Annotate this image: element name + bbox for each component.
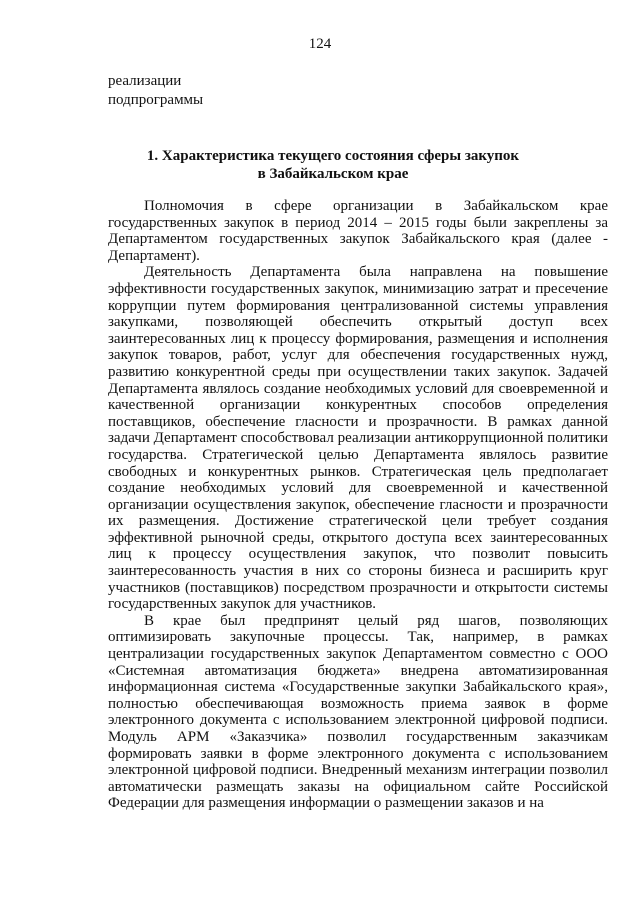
section-title-line: 1. Характеристика текущего состояния сферы закупок xyxy=(146,148,520,164)
header-note-line: подпрограммы xyxy=(108,92,204,108)
paragraph: Полномочия в сфере организации в Забайкальском крае государственных закупок в период 2014 – 2015 годы были закреплены за Департаментом государственных закупок Забайкальского края (далее - Департамент). xyxy=(108,198,608,264)
paragraph: В крае был предпринят целый ряд шагов, позволяющих оптимизировать закупочные процессы. Так, например, в рамках централизации государственных закупок Департаментом совместно с ООО «Системная автоматизация бюджета» внедрена автоматизированная информационная система «Государственные закупки Забайкальского края», полностью обеспечивающая возможность приема заявок в форме электронного документа с использованием электронной цифровой подписи. Модуль АРМ «Заказчика» позволил государственным заказчикам формировать заявки в форме электронного документа с использованием электронной цифровой подписи. Внедренный механизм интеграции позволил автоматически размещать заказы на официальном сайте Российской Федерации для размещения информации о размещении заказов и на xyxy=(108,612,608,812)
section-title-line: в Забайкальском крае xyxy=(257,166,409,182)
header-note xyxy=(108,72,203,110)
paragraph: Деятельность Департамента была направлена на повышение эффективности государственных закупок, минимизацию затрат и пресечение коррупции путем формирования централизованной системы управления закупками, позволяющей обеспечить открытый доступ всех заинтересованных лиц к процессу формирования, размещения и исполнения закупок товаров, работ, услуг для обеспечения государственных нужд, развитию конкурентной среды при осуществлении таких закупок. Задачей Департамента являлось создание необходимых условий для своевременной и качественной организации конкурентных способов определения поставщиков, обеспечение гласности и прозрачности. В рамках данной задачи Департамент способствовал реализации антикоррупционной политики государства. Стратегической целью Департамента являлось развитие свободных и конкурентных рынков. Стратегическая цель предполагает создание необходимых условий для своевременной и качественной организации осуществления закупок, обеспечение гласности и прозрачности их размещения. Достижение стратегической цели требует создания эффективной рыночной среды, открытого доступа всех заинтересованных лиц к процессу осуществления закупок, что позволит повысить заинтересованность участия в них со стороны бизнеса и расширить круг участников (поставщиков) посредством прозрачности и открытости системы государственных закупок для участников. xyxy=(108,264,608,613)
body-text xyxy=(108,198,608,812)
header-note-line: реализации xyxy=(108,73,182,89)
section-title xyxy=(108,147,558,183)
page-number: 124 xyxy=(308,36,332,52)
